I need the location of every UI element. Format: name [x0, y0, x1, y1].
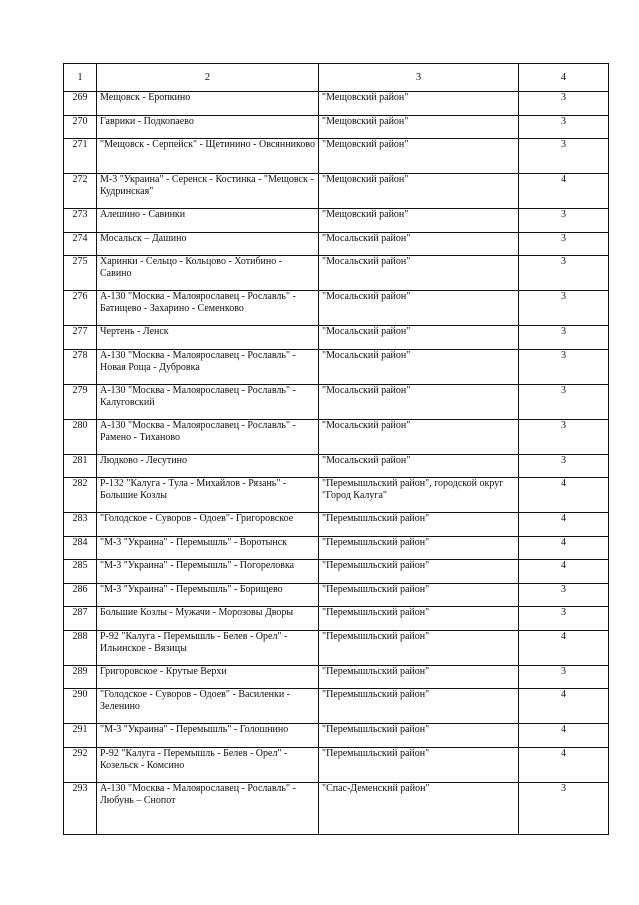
row-number: 269	[64, 92, 97, 116]
road-name: А-130 "Москва - Малоярославец - Рославль" - Калуговский	[97, 384, 319, 419]
row-number: 281	[64, 454, 97, 478]
district: "Перемышльский район"	[319, 583, 519, 607]
row-number: 287	[64, 607, 97, 631]
road-name: "М-3 "Украина" - Перемышль" - Голошнино	[97, 724, 319, 748]
district: "Мещовский район"	[319, 92, 519, 116]
district: "Мосальский район"	[319, 454, 519, 478]
table-row	[64, 478, 609, 513]
district: "Перемышльский район"	[319, 747, 519, 782]
category: 4	[519, 478, 609, 513]
row-number: 286	[64, 583, 97, 607]
row-number: 290	[64, 689, 97, 724]
road-name: Большие Козлы - Мужачи - Морозовы Дворы	[97, 607, 319, 631]
table-row	[64, 92, 609, 116]
road-name: "М-3 "Украина" - Перемышль" - Воротынск	[97, 536, 319, 560]
row-number: 277	[64, 326, 97, 350]
table-row	[64, 607, 609, 631]
district: "Спас-Деменский район"	[319, 782, 519, 834]
table-row	[64, 209, 609, 233]
column-number-2: 2	[97, 64, 319, 92]
road-name: Р-92 "Калуга - Перемышль - Белев - Орел" - Козельск - Комсино	[97, 747, 319, 782]
row-number: 293	[64, 782, 97, 834]
district: "Мещовский район"	[319, 209, 519, 233]
district: "Мосальский район"	[319, 256, 519, 291]
category: 4	[519, 536, 609, 560]
row-number: 274	[64, 232, 97, 256]
category: 4	[519, 513, 609, 537]
table-row	[64, 665, 609, 689]
district: "Мосальский район"	[319, 384, 519, 419]
road-name: А-130 "Москва - Малоярославец - Рославль" - Новая Роща - Дубровка	[97, 349, 319, 384]
column-number-4: 4	[519, 64, 609, 92]
table-row	[64, 583, 609, 607]
category: 3	[519, 291, 609, 326]
district: "Перемышльский район"	[319, 513, 519, 537]
table-row	[64, 454, 609, 478]
district: "Перемышльский район"	[319, 724, 519, 748]
row-number: 272	[64, 174, 97, 209]
road-name: Алешино - Савинки	[97, 209, 319, 233]
road-name: "М-3 "Украина" - Перемышль" - Погореловка	[97, 560, 319, 584]
row-number: 289	[64, 665, 97, 689]
row-number: 282	[64, 478, 97, 513]
table-row	[64, 174, 609, 209]
road-name: Григоровское - Крутые Верхи	[97, 665, 319, 689]
table-row	[64, 326, 609, 350]
category: 3	[519, 326, 609, 350]
road-name: "Голодское - Суворов - Одоев"- Григоровское	[97, 513, 319, 537]
row-number: 291	[64, 724, 97, 748]
table-row	[64, 513, 609, 537]
road-name: Мещовск - Еропкино	[97, 92, 319, 116]
row-number: 288	[64, 630, 97, 665]
table-row	[64, 115, 609, 139]
table-row	[64, 747, 609, 782]
table-row	[64, 724, 609, 748]
row-number: 283	[64, 513, 97, 537]
district: "Мещовский район"	[319, 139, 519, 174]
category: 4	[519, 174, 609, 209]
category: 3	[519, 115, 609, 139]
district: "Перемышльский район"	[319, 560, 519, 584]
district: "Мосальский район"	[319, 419, 519, 454]
table-row	[64, 689, 609, 724]
row-number: 292	[64, 747, 97, 782]
category: 3	[519, 665, 609, 689]
category: 4	[519, 630, 609, 665]
road-name: "Мещовск - Серпейск" - Щетинино - Овсянниково	[97, 139, 319, 174]
district: "Мосальский район"	[319, 232, 519, 256]
column-number-3: 3	[319, 64, 519, 92]
category: 3	[519, 139, 609, 174]
table-row	[64, 782, 609, 834]
road-name: Людково - Лесутино	[97, 454, 319, 478]
category: 3	[519, 92, 609, 116]
category: 3	[519, 256, 609, 291]
table-row	[64, 256, 609, 291]
row-number: 278	[64, 349, 97, 384]
road-name: А-130 "Москва - Малоярославец - Рославль" - Рамено - Тиханово	[97, 419, 319, 454]
table-row	[64, 232, 609, 256]
table-row	[64, 630, 609, 665]
table-row	[64, 560, 609, 584]
category: 3	[519, 782, 609, 834]
table-row	[64, 139, 609, 174]
district: "Перемышльский район", городской округ "Город Калуга"	[319, 478, 519, 513]
district: "Мосальский район"	[319, 291, 519, 326]
row-number: 275	[64, 256, 97, 291]
district: "Мосальский район"	[319, 326, 519, 350]
road-name: А-130 "Москва - Малоярославец - Рославль" - Любунь – Снопот	[97, 782, 319, 834]
table-row	[64, 291, 609, 326]
row-number: 270	[64, 115, 97, 139]
road-name: "Голодское - Суворов - Одоев" - Василенки - Зеленино	[97, 689, 319, 724]
road-name: "М-3 "Украина" - Перемышль" - Борищево	[97, 583, 319, 607]
road-name: Р-92 "Калуга - Перемышль - Белев - Орел" - Ильинское - Вязицы	[97, 630, 319, 665]
row-number: 276	[64, 291, 97, 326]
road-name: Р-132 "Калуга - Тула - Михайлов - Рязань" - Большие Козлы	[97, 478, 319, 513]
roads-table	[63, 63, 609, 835]
road-name: Мосальск – Дашино	[97, 232, 319, 256]
category: 4	[519, 724, 609, 748]
category: 4	[519, 747, 609, 782]
category: 3	[519, 419, 609, 454]
table-row	[64, 349, 609, 384]
road-name: Гаврики - Подкопаево	[97, 115, 319, 139]
category: 3	[519, 583, 609, 607]
row-number: 279	[64, 384, 97, 419]
column-number-1: 1	[64, 64, 97, 92]
road-name: А-130 "Москва - Малоярославец - Рославль" - Батищево - Захарино - Семенково	[97, 291, 319, 326]
district: "Перемышльский район"	[319, 630, 519, 665]
road-name: Харинки - Сельцо - Кольцово - Хотибино - Савино	[97, 256, 319, 291]
column-numbers-row	[64, 64, 609, 92]
district: "Перемышльский район"	[319, 607, 519, 631]
district: "Перемышльский район"	[319, 665, 519, 689]
category: 3	[519, 454, 609, 478]
row-number: 284	[64, 536, 97, 560]
road-name: Чертень - Ленск	[97, 326, 319, 350]
row-number: 280	[64, 419, 97, 454]
district: "Мещовский район"	[319, 174, 519, 209]
district: "Мещовский район"	[319, 115, 519, 139]
category: 3	[519, 607, 609, 631]
row-number: 273	[64, 209, 97, 233]
district: "Перемышльский район"	[319, 689, 519, 724]
row-number: 285	[64, 560, 97, 584]
table-row	[64, 384, 609, 419]
category: 3	[519, 232, 609, 256]
category: 4	[519, 560, 609, 584]
district: "Мосальский район"	[319, 349, 519, 384]
category: 3	[519, 209, 609, 233]
district: "Перемышльский район"	[319, 536, 519, 560]
category: 4	[519, 689, 609, 724]
row-number: 271	[64, 139, 97, 174]
road-name: М-3 "Украина" - Серенск - Костинка - "Мещовск - Кудринская"	[97, 174, 319, 209]
table-row	[64, 419, 609, 454]
table-row	[64, 536, 609, 560]
category: 3	[519, 384, 609, 419]
category: 3	[519, 349, 609, 384]
